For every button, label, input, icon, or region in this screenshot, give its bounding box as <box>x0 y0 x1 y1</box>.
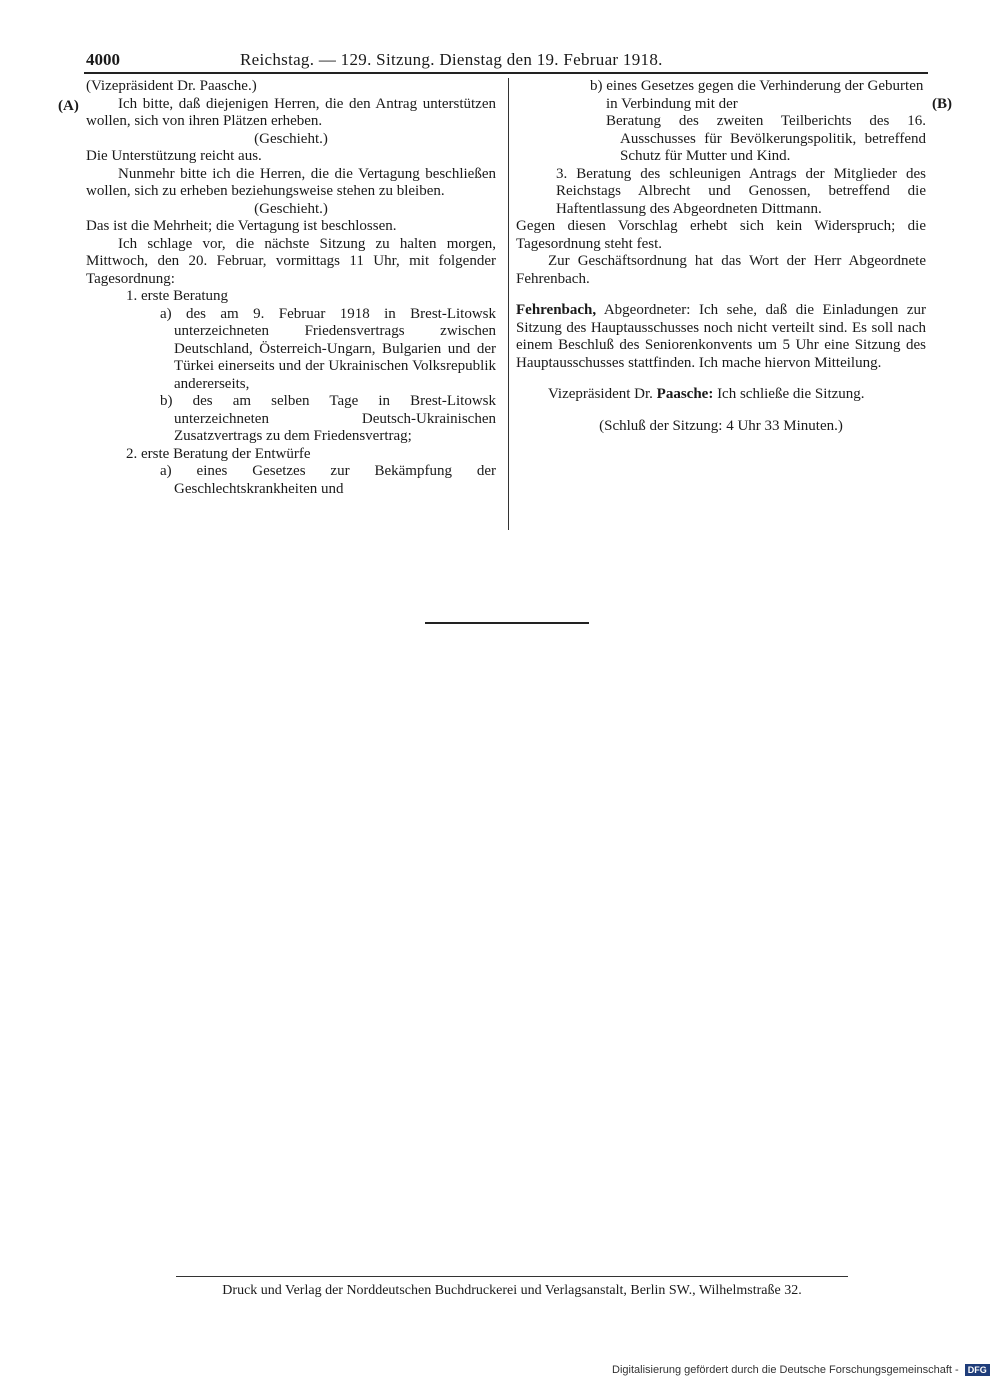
footer-rule <box>176 1276 848 1277</box>
paragraph: Die Unterstützung reicht aus. <box>86 148 262 164</box>
section-end-rule <box>425 622 589 624</box>
column-divider <box>508 78 509 530</box>
paragraph: Nunmehr bitte ich die Herren, die die Vertagung beschließen wollen, sich zu erheben beziehungsweise stehen zu bleiben. <box>86 165 496 199</box>
speech-paasche <box>516 386 926 404</box>
stage-direction: (Geschieht.) <box>254 130 328 147</box>
agenda-note: Beratung des zweiten Teilberichts des 16. Ausschusses für Bevölkerungspolitik, betreffend Schutz für Mutter und Kind. <box>606 113 926 164</box>
agenda-note: in Verbindung mit der <box>606 95 738 112</box>
agenda-item: 1. erste Beratung <box>126 288 229 304</box>
spacer <box>516 372 926 386</box>
paragraph: Gegen diesen Vorschlag erhebt sich kein Widerspruch; die Tagesordnung steht fest. <box>516 218 926 252</box>
digitization-note <box>612 1364 990 1376</box>
spacer <box>516 288 926 302</box>
paragraph: Ich bitte, daß diejenigen Herren, die den Antrag unterstützen wollen, sich von ihren Plätzen erheben. <box>86 95 496 129</box>
right-column <box>516 78 926 435</box>
speech-text: Abgeordneter: Ich sehe, daß die Einladungen zur Sitzung des Hauptausschusses noch nicht verteilt sind. Es soll nach einem Beschluß des Seniorenkonvents um 5 Uhr eine Sitzung des Hauptausschusses stattfinden. Ich mache hiervon Mitteilung. <box>516 302 926 371</box>
left-column <box>86 78 496 498</box>
digitization-text: Digitalisierung gefördert durch die Deutsche Forschungsgemeinschaft - <box>612 1364 959 1376</box>
spacer <box>516 404 926 418</box>
paragraph: Das ist die Mehrheit; die Vertagung ist beschlossen. <box>86 218 397 234</box>
margin-marker-b: (B) <box>932 96 952 112</box>
agenda-subitem: a) eines Gesetzes zur Bekämpfung der Geschlechtskrankheiten und <box>160 463 496 497</box>
agenda-item: 2. erste Beratung der Entwürfe <box>126 445 311 462</box>
running-head: Reichstag. — 129. Sitzung. Dienstag den 19. Februar 1918. <box>240 50 663 69</box>
agenda-subitem: a) des am 9. Februar 1918 in Brest-Litowsk unterzeichneten Friedensvertrags zwischen Deutschland, Österreich-Ungarn, Bulgarien und der Türkei einerseits und der Ukrainischen Volksrepublik andererseits, <box>160 305 496 392</box>
agenda-subitem: b) eines Gesetzes gegen die Verhinderung der Geburten <box>590 78 924 94</box>
page-number: 4000 <box>86 50 120 69</box>
header-rule <box>84 72 928 74</box>
paragraph: Ich schlage vor, die nächste Sitzung zu halten morgen, Mittwoch, den 20. Februar, vormittags 11 Uhr, mit folgender Tagesordnung: <box>86 235 496 287</box>
closing-note: (Schluß der Sitzung: 4 Uhr 33 Minuten.) <box>599 417 843 434</box>
margin-marker-a: (A) <box>58 98 79 114</box>
stage-direction: (Geschieht.) <box>254 200 328 217</box>
speech-text: Ich schließe die Sitzung. <box>717 386 865 402</box>
speaker-name: Fehrenbach, <box>516 302 597 318</box>
agenda-item: 3. Beratung des schleunigen Antrags der Mitglieder des Reichstags Albrecht und Genossen, betreffend die Haftentlassung des Abgeordneten Dittmann. <box>556 165 926 217</box>
paragraph: Zur Geschäftsordnung hat das Wort der Herr Abgeordnete Fehrenbach. <box>516 253 926 287</box>
speaker-note: (Vizepräsident Dr. Paasche.) <box>86 78 257 94</box>
speaker-name: Paasche: <box>656 386 714 402</box>
speaker-role: Vizepräsident Dr. <box>548 386 653 402</box>
speech-fehrenbach <box>516 302 926 372</box>
dfg-logo-icon: DFG <box>965 1364 990 1376</box>
imprint: Druck und Verlag der Norddeutschen Buchdruckerei und Verlagsanstalt, Berlin SW., Wilhelmstraße 32. <box>222 1283 802 1298</box>
agenda-subitem: b) des am selben Tage in Brest-Litowsk unterzeichneten Deutsch-Ukrainischen Zusatzvertrags zu dem Friedensvertrag; <box>160 393 496 444</box>
